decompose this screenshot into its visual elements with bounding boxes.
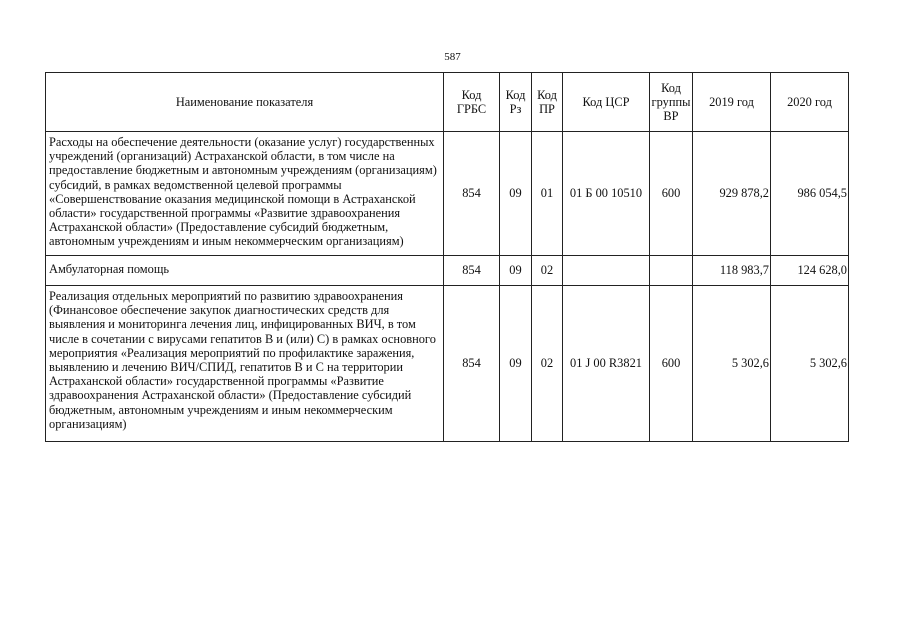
- header-2019: 2019 год: [693, 73, 771, 132]
- csr-cell: 01 J 00 R3821: [563, 286, 650, 442]
- table-row: [46, 256, 849, 286]
- rz-cell: 09: [500, 256, 532, 286]
- value-2019-cell: 118 983,7: [693, 256, 771, 286]
- header-vr: Код группы ВР: [650, 73, 693, 132]
- grbs-cell: 854: [444, 132, 500, 256]
- rz-cell: 09: [500, 286, 532, 442]
- grbs-cell: 854: [444, 286, 500, 442]
- row-name-cell: Расходы на обеспечение деятельности (оказание услуг) государственных учреждений (организаций) Астраханской области, в том числе на предоставление бюджетным и автономным учреждениям (организациям) субсидий, в рамках ведомственной целевой программы «Совершенствование оказания медицинской помощи в Астраханской области» государственной программы «Развитие здравоохранения Астраханской области» (Предоставление субсидий бюджетным, автономным учреждениям и иным некоммерческим организациям): [46, 132, 444, 256]
- vr-cell: [650, 256, 693, 286]
- table-row: [46, 132, 849, 256]
- csr-cell: [563, 256, 650, 286]
- budget-table: [45, 72, 849, 442]
- pr-cell: 01: [532, 132, 563, 256]
- header-rz: Код Рз: [500, 73, 532, 132]
- vr-cell: 600: [650, 286, 693, 442]
- value-2020-cell: 986 054,5: [771, 132, 849, 256]
- page-number: 587: [444, 51, 461, 63]
- value-2019-cell: 5 302,6: [693, 286, 771, 442]
- value-2019-cell: 929 878,2: [693, 132, 771, 256]
- header-grbs: Код ГРБС: [444, 73, 500, 132]
- vr-cell: 600: [650, 132, 693, 256]
- header-name: Наименование показателя: [46, 73, 444, 132]
- row-name-cell: Амбулаторная помощь: [46, 256, 444, 286]
- rz-cell: 09: [500, 132, 532, 256]
- header-pr: Код ПР: [532, 73, 563, 132]
- table-header-row: [46, 73, 849, 132]
- value-2020-cell: 5 302,6: [771, 286, 849, 442]
- table-row: [46, 286, 849, 442]
- header-csr: Код ЦСР: [563, 73, 650, 132]
- pr-cell: 02: [532, 286, 563, 442]
- csr-cell: 01 Б 00 10510: [563, 132, 650, 256]
- row-name-cell: Реализация отдельных мероприятий по развитию здравоохранения (Финансовое обеспечение закупок диагностических средств для выявления и мониторинга лечения лиц, инфицированных ВИЧ, в том числе в сочетании с вирусами гепатитов В и (или) С) в рамках основного мероприятия «Реализация мероприятий по профилактике заражения, выявлению и лечению ВИЧ/СПИД, гепатитов В и С на территории Астраханской области» государственной программы «Развитие здравоохранения Астраханской области» (Предоставление субсидий бюджетным, автономным учреждениям и иным некоммерческим организациям): [46, 286, 444, 442]
- header-2020: 2020 год: [771, 73, 849, 132]
- value-2020-cell: 124 628,0: [771, 256, 849, 286]
- grbs-cell: 854: [444, 256, 500, 286]
- pr-cell: 02: [532, 256, 563, 286]
